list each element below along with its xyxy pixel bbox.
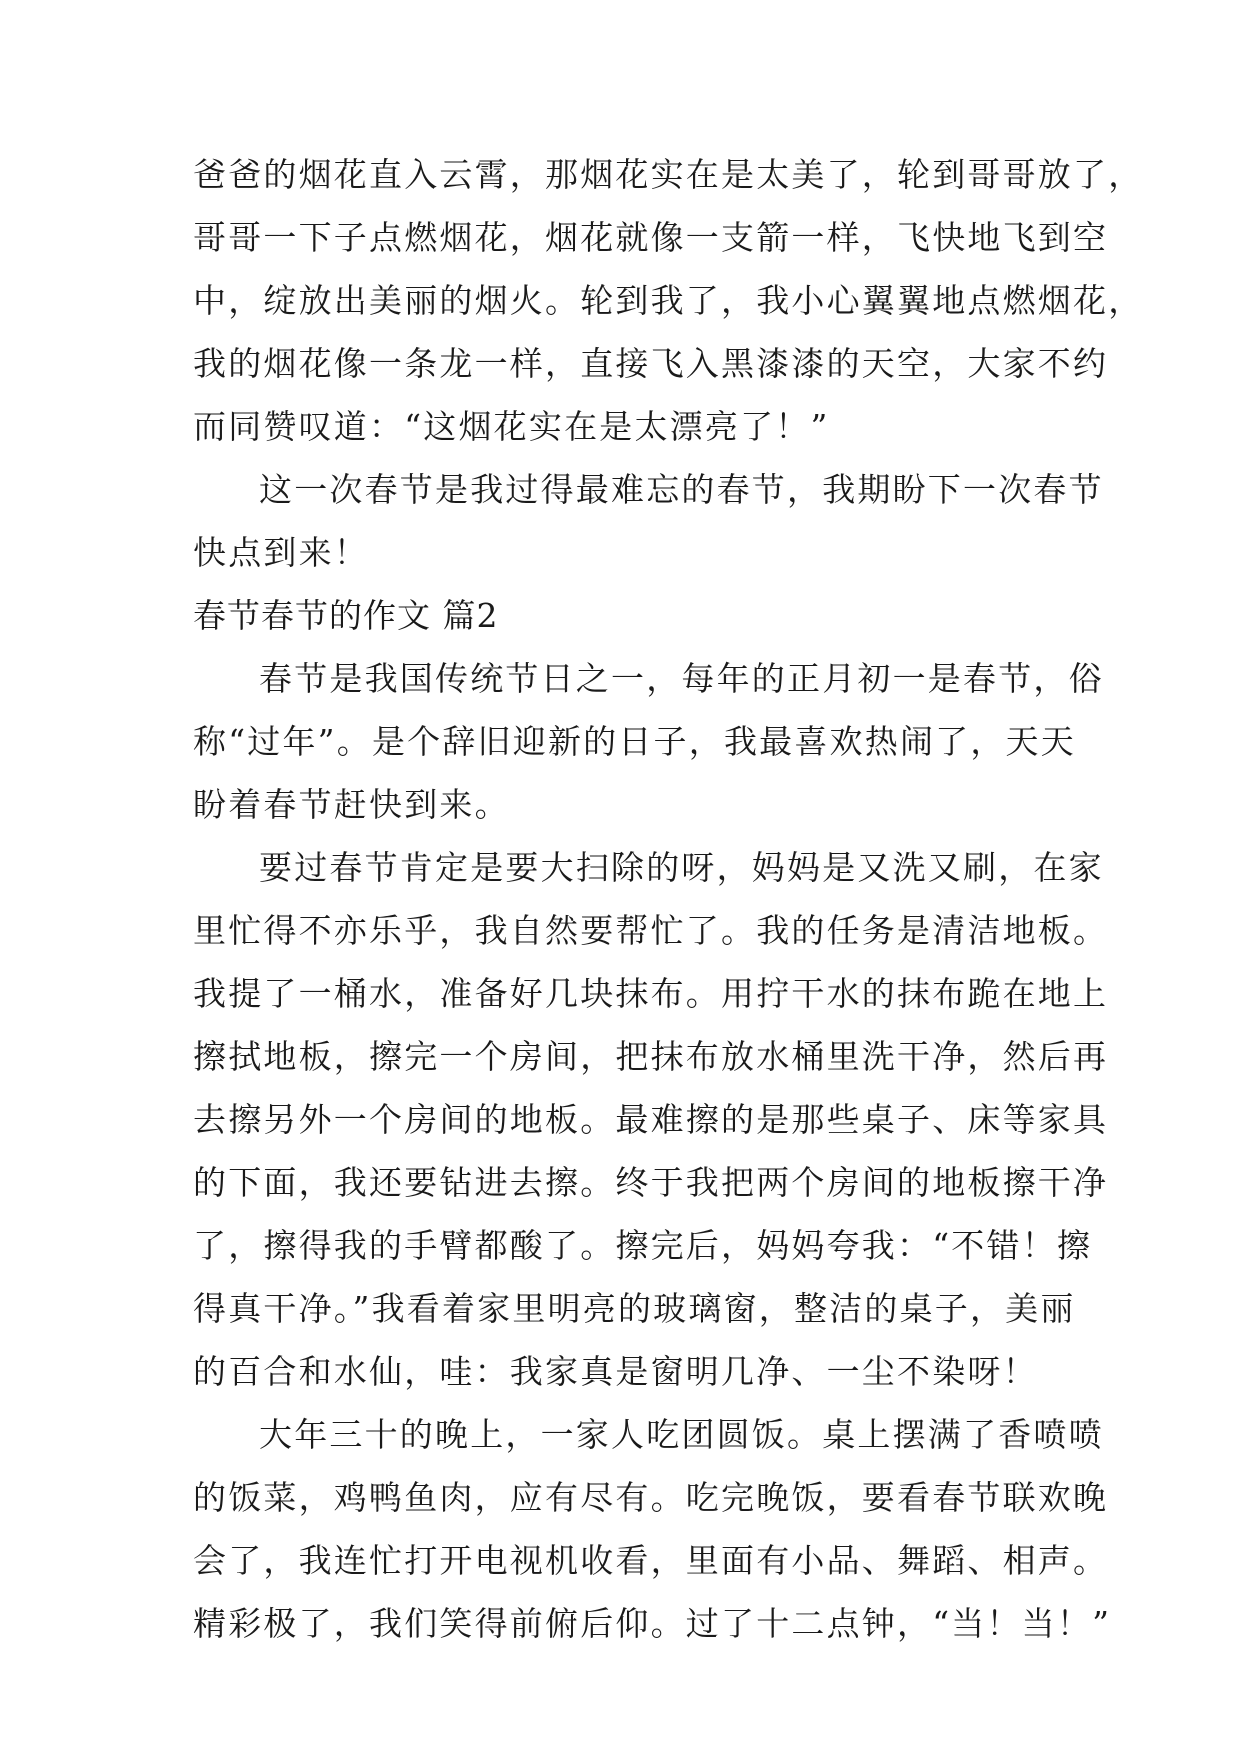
text-line: 春节是我国传统节日之一，每年的正月初一是春节，俗 (259, 659, 1104, 698)
text-line: 擦拭地板，擦完一个房间，把抹布放水桶里洗干净，然后再 (193, 1037, 1109, 1076)
text-line: 我的烟花像一条龙一样，直接飞入黑漆漆的天空，大家不约 (193, 344, 1109, 383)
paragraph (193, 458, 1104, 584)
text-line: 这一次春节是我过得最难忘的春节，我期盼下一次春节 (259, 470, 1104, 509)
text-line: 我提了一桶水，准备好几块抹布。用拧干水的抹布跪在地上 (193, 974, 1109, 1013)
text-line: 中，绽放出美丽的烟火。轮到我了，我小心翼翼地点燃烟花， (193, 281, 1144, 320)
text-line: 了，擦得我的手臂都酸了。擦完后，妈妈夸我：“不错！擦 (193, 1226, 1093, 1265)
paragraph (193, 1403, 1112, 1655)
text-line: 的下面，我还要钻进去擦。终于我把两个房间的地板擦干净 (193, 1163, 1109, 1202)
text-line: 大年三十的晚上，一家人吃团圆饭。桌上摆满了香喷喷 (259, 1415, 1104, 1454)
text-line: 得真干净。”我看着家里明亮的玻璃窗，整洁的桌子，美丽 (193, 1289, 1076, 1328)
text-line: 而同赞叹道：“这烟花实在是太漂亮了！” (193, 407, 830, 446)
paragraph (193, 836, 1109, 1403)
text-line: 称“过年”。是个辞旧迎新的日子，我最喜欢热闹了，天天 (193, 722, 1076, 761)
text-line: 里忙得不亦乐乎，我自然要帮忙了。我的任务是清洁地板。 (193, 911, 1109, 950)
text-line: 盼着春节赶快到来。 (193, 785, 510, 824)
text-line: 爸爸的烟花直入云霄，那烟花实在是太美了，轮到哥哥放了， (193, 155, 1144, 194)
text-line: 会了，我连忙打开电视机收看，里面有小品、舞蹈、相声。 (193, 1541, 1109, 1580)
paragraph (193, 143, 1144, 458)
text-line: 快点到来！ (193, 533, 369, 572)
text-line: 的饭菜，鸡鸭鱼肉，应有尽有。吃完晚饭，要看春节联欢晚 (193, 1478, 1109, 1517)
paragraph (193, 647, 1104, 836)
text-line: 哥哥一下子点燃烟花，烟花就像一支箭一样，飞快地飞到空 (193, 218, 1109, 257)
heading-line: 春节春节的作文 篇2 (193, 596, 499, 635)
document-page (193, 143, 1144, 1655)
section-heading (193, 584, 1063, 647)
text-line: 的百合和水仙，哇：我家真是窗明几净、一尘不染呀！ (193, 1352, 1038, 1391)
text-line: 要过春节肯定是要大扫除的呀，妈妈是又洗又刷，在家 (259, 848, 1104, 887)
text-line: 精彩极了，我们笑得前俯后仰。过了十二点钟，“当！当！” (193, 1604, 1112, 1643)
text-line: 去擦另外一个房间的地板。最难擦的是那些桌子、床等家具 (193, 1100, 1109, 1139)
